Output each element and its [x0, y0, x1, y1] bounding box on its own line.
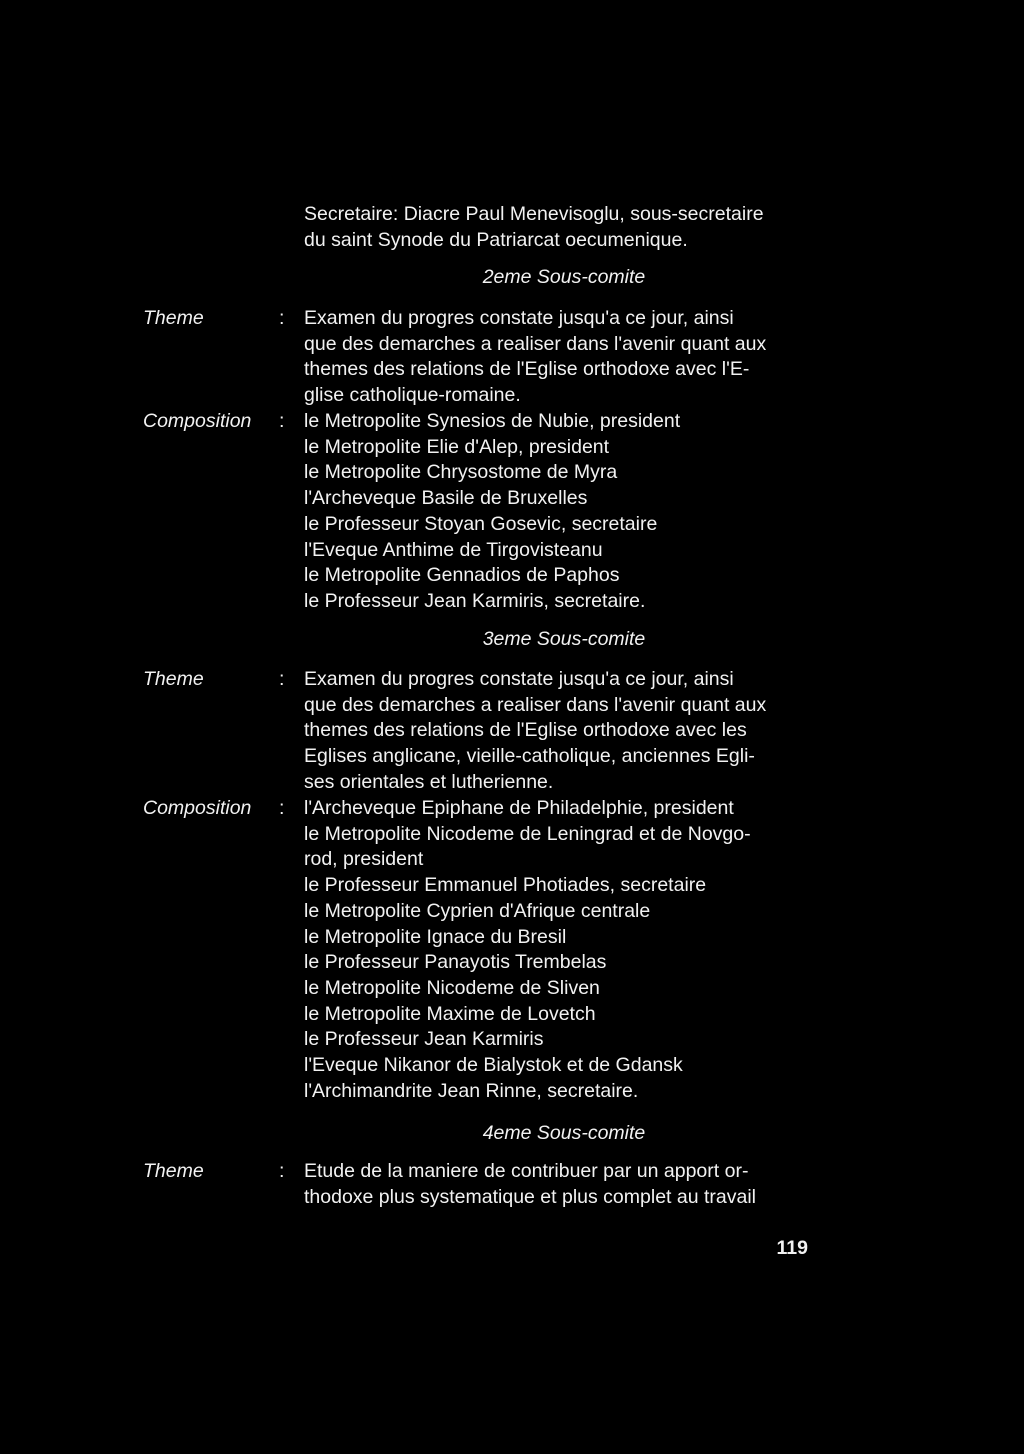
section-heading-2: 2eme Sous-comite — [482, 266, 646, 288]
theme-text — [304, 1159, 824, 1210]
theme-line: Examen du progres constate jusqu'a ce jour, ainsi — [304, 307, 734, 329]
theme-text — [304, 306, 824, 409]
colon-separator: : — [279, 410, 285, 432]
composition-member: l'Archeveque Basile de Bruxelles — [304, 487, 588, 510]
composition-member: le Professeur Panayotis Trembelas — [304, 951, 607, 974]
composition-member: le Metropolite Cyprien d'Afrique centrale — [304, 899, 651, 922]
section-heading-4: 4eme Sous-comite — [482, 1122, 646, 1144]
composition-member: le Metropolite Elie d'Alep, president — [304, 435, 610, 458]
intro-paragraph — [304, 202, 824, 253]
page-number: 119 — [776, 1237, 808, 1259]
theme-label: Theme — [143, 668, 204, 690]
composition-label: Composition — [143, 797, 252, 819]
theme-line: Eglises anglicane, vieille-catholique, anciennes Egli- — [304, 745, 755, 768]
theme-line: ses orientales et lutherienne. — [304, 770, 554, 793]
composition-member: le Metropolite Ignace du Bresil — [304, 925, 567, 948]
composition-member: rod, president — [304, 848, 424, 871]
intro-line: Secretaire: Diacre Paul Menevisoglu, sous-secretaire — [304, 203, 764, 225]
theme-line: que des demarches a realiser dans l'avenir quant aux — [304, 693, 767, 716]
composition-list — [304, 796, 824, 1104]
composition-label: Composition — [143, 410, 252, 432]
composition-member: l'Eveque Anthime de Tirgovisteanu — [304, 538, 603, 561]
colon-separator: : — [279, 797, 285, 819]
theme-line: que des demarches a realiser dans l'avenir quant aux — [304, 332, 767, 355]
composition-member: le Metropolite Nicodeme de Leningrad et de Novgo- — [304, 822, 751, 845]
composition-member: le Metropolite Gennadios de Paphos — [304, 564, 620, 587]
composition-member: l'Archimandrite Jean Rinne, secretaire. — [304, 1079, 639, 1102]
theme-line: Etude de la maniere de contribuer par un apport or- — [304, 1160, 749, 1182]
theme-line: themes des relations de l'Eglise orthodoxe avec l'E- — [304, 358, 750, 381]
colon-separator: : — [279, 668, 285, 690]
composition-member: le Metropolite Chrysostome de Myra — [304, 461, 618, 484]
composition-member: l'Eveque Nikanor de Bialystok et de Gdansk — [304, 1054, 683, 1077]
theme-line: thodoxe plus systematique et plus complet au travail — [304, 1185, 756, 1208]
colon-separator: : — [279, 307, 285, 329]
theme-label: Theme — [143, 307, 204, 329]
composition-member: le Professeur Jean Karmiris — [304, 1028, 544, 1051]
theme-line: themes des relations de l'Eglise orthodoxe avec les — [304, 719, 747, 742]
composition-member: le Professeur Jean Karmiris, secretaire. — [304, 589, 646, 612]
composition-member: le Professeur Emmanuel Photiades, secretaire — [304, 874, 707, 897]
composition-member: le Metropolite Nicodeme de Sliven — [304, 976, 600, 999]
theme-line: glise catholique-romaine. — [304, 384, 521, 407]
composition-member: le Professeur Stoyan Gosevic, secretaire — [304, 512, 658, 535]
composition-member: l'Archeveque Epiphane de Philadelphie, president — [304, 797, 734, 819]
section-heading-3: 3eme Sous-comite — [482, 628, 646, 650]
composition-member: le Metropolite Maxime de Lovetch — [304, 1002, 596, 1025]
theme-text — [304, 667, 824, 796]
theme-line: Examen du progres constate jusqu'a ce jour, ainsi — [304, 668, 734, 690]
composition-list — [304, 409, 824, 615]
theme-label: Theme — [143, 1160, 204, 1182]
intro-line: du saint Synode du Patriarcat oecumenique. — [304, 228, 688, 251]
colon-separator: : — [279, 1160, 285, 1182]
composition-member: le Metropolite Synesios de Nubie, president — [304, 410, 681, 432]
